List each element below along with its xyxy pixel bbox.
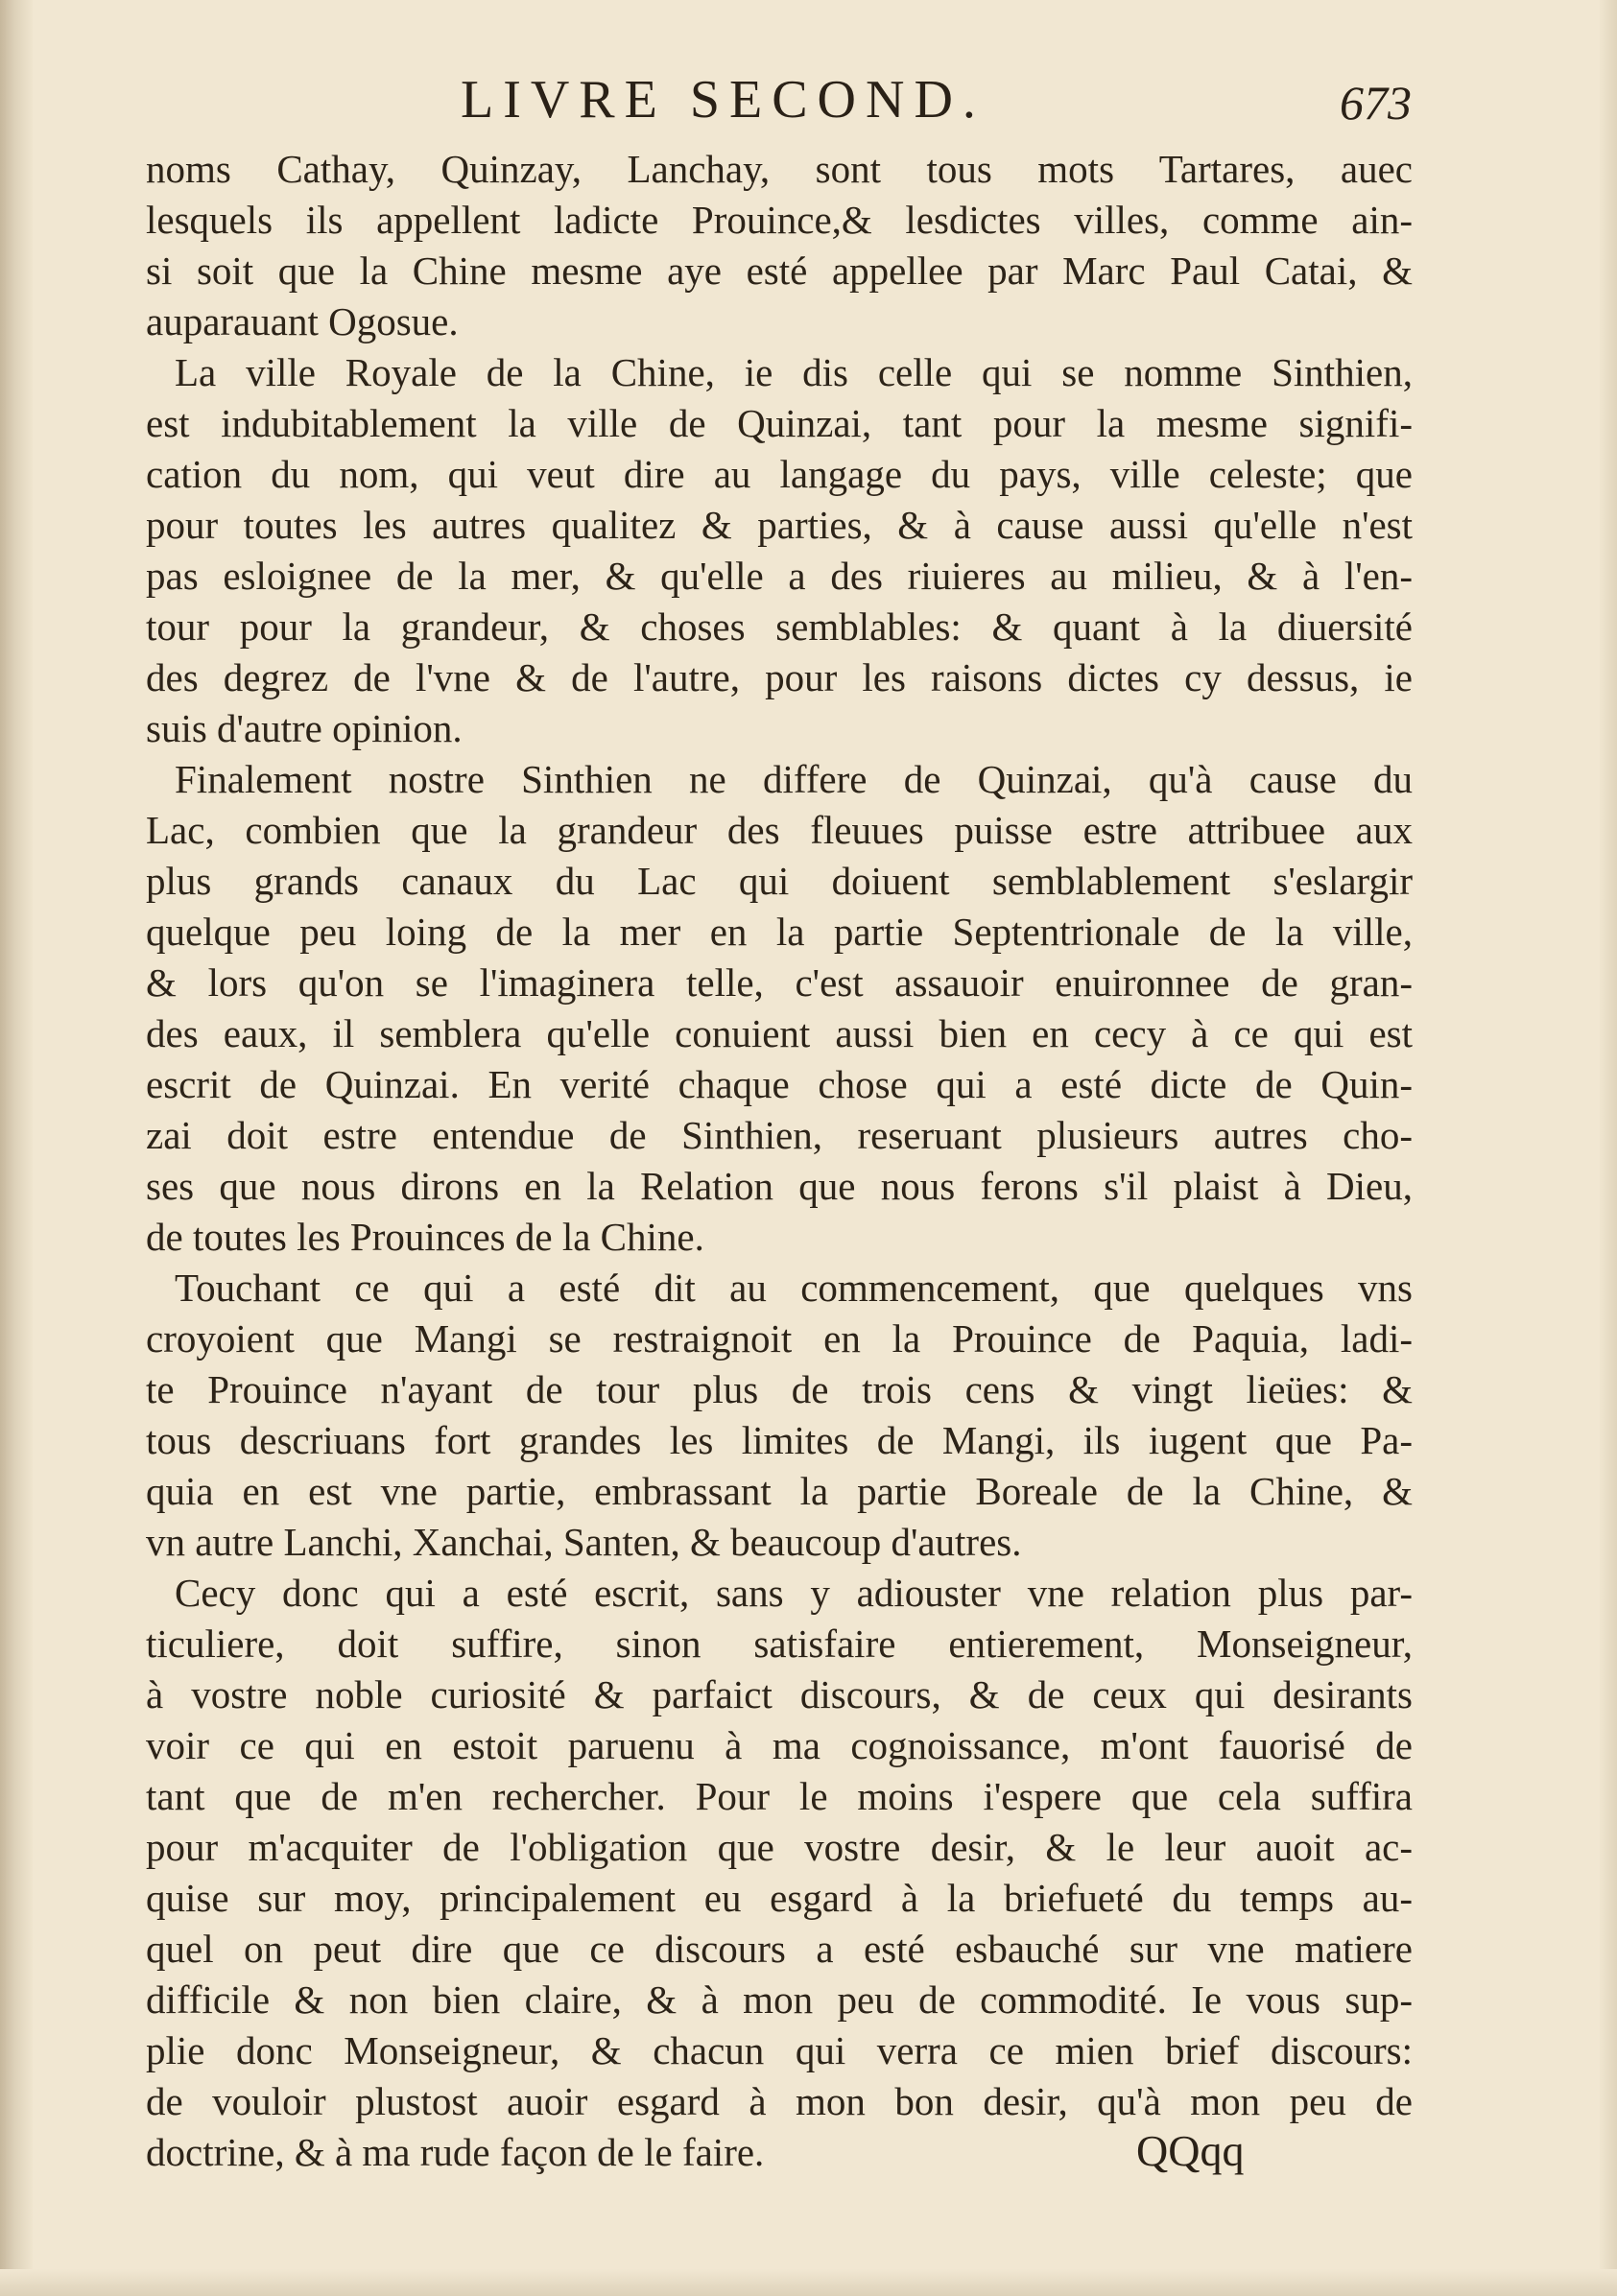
text-line: & lors qu'on se l'imaginera telle, c'est assauoir enuironnee de gran- xyxy=(146,960,1413,1005)
text-line: auparauant Ogosue. xyxy=(146,299,459,343)
signature-mark: QQqq xyxy=(1136,2126,1245,2175)
text-line: cation du nom, qui veut dire au langage du pays, ville celeste; que xyxy=(146,452,1413,496)
text-line: quelque peu loing de la mer en la partie Septentrionale de la ville, xyxy=(146,910,1413,954)
text-line: vn autre Lanchi, Xanchai, Santen, & beaucoup d'autres. xyxy=(146,1520,1022,1564)
text-line: tant que de m'en rechercher. Pour le moins i'espere que cela suffira xyxy=(146,1774,1413,1818)
page-edge-bottom xyxy=(0,2269,1617,2296)
text-line: pas esloignee de la mer, & qu'elle a des riuieres au milieu, & à l'en- xyxy=(146,554,1413,598)
text-line: tous descriuans fort grandes les limites de Mangi, ils iugent que Pa- xyxy=(146,1418,1413,1462)
text-line: te Prouince n'ayant de tour plus de trois cens & vingt lieües: & xyxy=(146,1367,1413,1411)
text-line: doctrine, & à ma rude façon de le faire. xyxy=(146,2130,765,2174)
page-number: 673 xyxy=(1340,76,1412,130)
text-line: de vouloir plustost auoir esgard à mon bon desir, qu'à mon peu de xyxy=(146,2079,1413,2123)
text-line: tour pour la grandeur, & choses semblables: & quant à la diuersité xyxy=(146,604,1413,649)
text-line: croyoient que Mangi se restraignoit en la Prouince de Paquia, ladi- xyxy=(146,1316,1413,1361)
paragraph-start-line: La ville Royale de la Chine, ie dis celle qui se nomme Sinthien, xyxy=(175,350,1413,394)
paragraph-start-line: Cecy donc qui a esté escrit, sans y adiouster vne relation plus par- xyxy=(175,1571,1413,1615)
text-line: pour m'acquiter de l'obligation que vostre desir, & le leur auoit ac- xyxy=(146,1825,1413,1869)
text-line: plus grands canaux du Lac qui doiuent semblablement s'eslargir xyxy=(146,859,1413,903)
running-title: LIVRE SECOND. xyxy=(461,70,986,130)
text-line: escrit de Quinzai. En verité chaque chose qui a esté dicte de Quin- xyxy=(146,1062,1413,1106)
text-line: est indubitablement la ville de Quinzai, tant pour la mesme signifi- xyxy=(146,401,1413,445)
text-line: des degrez de l'vne & de l'autre, pour les raisons dictes cy dessus, ie xyxy=(146,655,1413,699)
text-line: de toutes les Prouinces de la Chine. xyxy=(146,1215,704,1259)
text-line: à vostre noble curiosité & parfaict discours, & de ceux qui desirants xyxy=(146,1672,1413,1716)
text-line: plie donc Monseigneur, & chacun qui verra ce mien brief discours: xyxy=(146,2028,1413,2072)
text-line: zai doit estre entendue de Sinthien, reseruant plusieurs autres cho- xyxy=(146,1113,1413,1157)
text-line: lesquels ils appellent ladicte Prouince,& lesdictes villes, comme ain- xyxy=(146,198,1413,242)
text-line: si soit que la Chine mesme aye esté appellee par Marc Paul Catai, & xyxy=(146,249,1413,293)
text-line: suis d'autre opinion. xyxy=(146,706,463,750)
body-text xyxy=(146,144,1413,2178)
paragraph-start-line: Finalement nostre Sinthien ne differe de Quinzai, qu'à cause du xyxy=(175,757,1413,801)
binding-shadow xyxy=(0,0,33,2296)
text-line: Lac, combien que la grandeur des fleuues puisse estre attribuee aux xyxy=(146,808,1413,852)
text-line: quel on peut dire que ce discours a esté esbauché sur vne matiere xyxy=(146,1927,1413,1971)
text-line: pour toutes les autres qualitez & parties, & à cause aussi qu'elle n'est xyxy=(146,503,1413,547)
text-line: noms Cathay, Quinzay, Lanchay, sont tous mots Tartares, auec xyxy=(146,147,1413,191)
text-line: ses que nous dirons en la Relation que nous ferons s'il plaist à Dieu, xyxy=(146,1164,1413,1208)
text-line: voir ce qui en estoit paruenu à ma cognoissance, m'ont fauorisé de xyxy=(146,1723,1413,1767)
text-line: quia en est vne partie, embrassant la partie Boreale de la Chine, & xyxy=(146,1469,1413,1513)
paragraph-start-line: Touchant ce qui a esté dit au commencement, que quelques vns xyxy=(175,1266,1413,1310)
text-line: des eaux, il semblera qu'elle conuient aussi bien en cecy à ce qui est xyxy=(146,1011,1413,1055)
text-line: difficile & non bien claire, & à mon peu de commodité. Ie vous sup- xyxy=(146,1977,1413,2022)
page-edge-right xyxy=(1600,0,1617,2296)
text-line: quise sur moy, principalement eu esgard à la briefueté du temps au- xyxy=(146,1876,1413,1920)
text-line: ticuliere, doit suffire, sinon satisfaire entierement, Monseigneur, xyxy=(146,1621,1413,1666)
